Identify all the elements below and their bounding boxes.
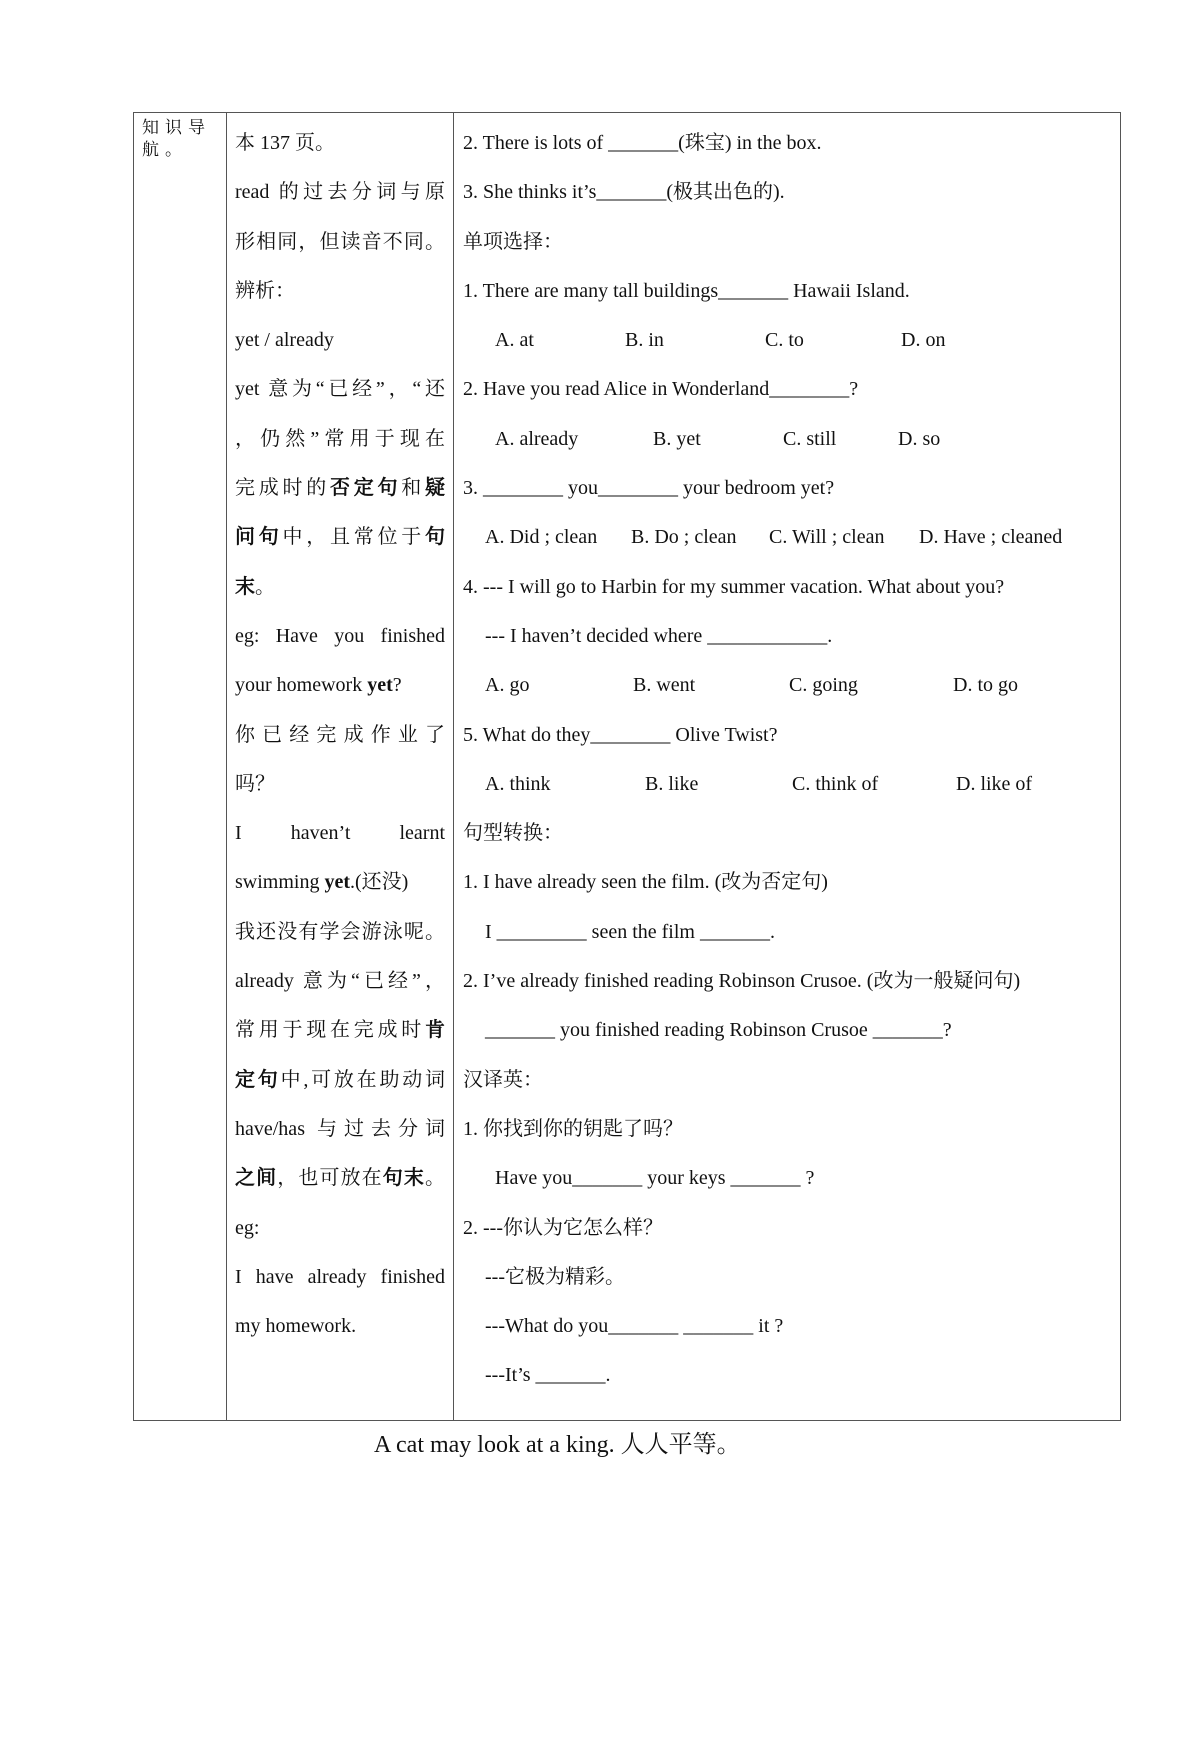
note-line: [235, 365, 445, 414]
exercise-line: ---It’s _______.: [485, 1364, 611, 1387]
answer-options: [463, 316, 1112, 365]
note-text: 我还没有学会游泳呢。: [235, 920, 445, 943]
option-choice: A. Did ; clean: [485, 526, 598, 549]
exercise-line: 汉译英：: [463, 1068, 543, 1091]
bold-keyword: yet: [324, 871, 350, 894]
option-choice: C. Will ; clean: [769, 526, 885, 549]
note-text: eg: Have you finished: [235, 624, 445, 647]
note-text: ，仍然”常用于现在: [235, 427, 445, 450]
note-text: already 意为“已经”，: [235, 970, 445, 993]
option-choice: A. think: [485, 772, 551, 795]
note-text: I have already finished: [235, 1265, 445, 1288]
bold-keyword: 定句: [235, 1068, 281, 1091]
grammar-notes-column: [227, 113, 454, 1420]
exercises-column: [454, 113, 1120, 1420]
note-line: [235, 1006, 445, 1055]
note-line: [235, 1204, 445, 1253]
exercise-line: 2. Have you read Alice in Wonderland________?: [463, 378, 859, 401]
bold-keyword: 句末: [382, 1167, 426, 1190]
exercise-line: _______ you finished reading Robinson Crusoe _______?: [485, 1019, 952, 1042]
exercise-line: 4. --- I will go to Harbin for my summer vacation. What about you?: [463, 575, 1005, 598]
note-line: [235, 513, 445, 562]
exercise-line: 2. ---你认为它怎么样？: [463, 1216, 663, 1239]
option-choice: D. on: [901, 329, 946, 352]
note-text: 形相同，但读音不同。: [235, 230, 445, 253]
note-line: [235, 267, 445, 316]
note-text: 。: [425, 1167, 445, 1190]
option-choice: B. in: [625, 329, 664, 352]
bold-keyword: 末: [235, 575, 255, 598]
exercise-line: 1. 你找到你的钥匙了吗？: [463, 1117, 683, 1140]
note-line: [235, 1056, 445, 1105]
answer-options: [463, 513, 1112, 562]
note-line: [235, 1105, 445, 1154]
note-text: 。: [255, 575, 275, 598]
note-text: 本 137 页。: [235, 132, 335, 154]
worksheet-table: [133, 112, 1121, 1421]
note-text: .(还没): [350, 871, 409, 894]
note-line: [235, 661, 445, 710]
option-choice: C. still: [783, 427, 837, 450]
note-text: ?: [392, 674, 402, 697]
note-text: have/has 与过去分词: [235, 1117, 445, 1140]
note-line: [235, 218, 445, 267]
exercise-line: I _________ seen the film _______.: [485, 920, 775, 943]
option-choice: C. to: [765, 329, 804, 352]
exercise-line: 1. I have already seen the film. (改为否定句): [463, 871, 828, 894]
option-choice: B. yet: [653, 427, 701, 450]
note-line: [235, 760, 445, 809]
note-text: 你已经完成作业了: [235, 723, 445, 746]
option-choice: D. so: [898, 427, 941, 450]
note-text: read 的过去分词与原: [235, 181, 445, 204]
note-text: your homework: [235, 674, 368, 697]
exercise-line: --- I haven’t decided where ____________.: [485, 624, 833, 647]
note-text: 中,可放在助动词: [280, 1068, 445, 1091]
note-line: [235, 464, 445, 513]
bold-keyword: 问句: [235, 526, 283, 549]
note-line: [235, 1154, 445, 1203]
note-line: [235, 809, 445, 858]
note-text: swimming: [235, 871, 325, 894]
option-choice: B. went: [633, 674, 696, 697]
bold-keyword: 否定句: [330, 477, 402, 500]
note-text: 完成时的: [235, 477, 330, 500]
option-choice: B. like: [645, 772, 699, 795]
exercise-line: 3. ________ you________ your bedroom yet?: [463, 477, 835, 500]
note-line: [235, 612, 445, 661]
note-line: [235, 415, 445, 464]
exercise-line: ---它极为精彩。: [485, 1265, 625, 1288]
option-choice: C. think of: [792, 772, 879, 795]
option-choice: A. at: [495, 329, 534, 352]
exercise-line: 2. There is lots of _______(珠宝) in the box.: [463, 132, 822, 154]
option-choice: D. Have ; cleaned: [919, 526, 1063, 549]
note-text: 常用于现在完成时: [235, 1019, 425, 1042]
bold-keyword: 疑: [425, 477, 445, 500]
note-text: 辨析：: [235, 279, 295, 302]
option-choice: A. go: [485, 674, 530, 697]
exercise-line: 1. There are many tall buildings_______ Hawaii Island.: [463, 279, 910, 302]
note-line: [235, 858, 445, 907]
note-text: 中，且常位于: [282, 526, 425, 549]
note-line: [235, 119, 445, 168]
option-choice: B. Do ; clean: [631, 526, 737, 549]
bold-keyword: 句: [425, 526, 445, 549]
note-line: [235, 563, 445, 612]
note-line: [235, 957, 445, 1006]
note-line: [235, 711, 445, 760]
option-choice: D. to go: [953, 674, 1018, 697]
note-text: 吗？: [235, 772, 275, 795]
note-text: eg:: [235, 1216, 260, 1239]
note-line: [235, 1302, 445, 1351]
option-choice: D. like of: [956, 772, 1033, 795]
bold-keyword: yet: [367, 674, 393, 697]
note-line: [235, 168, 445, 217]
answer-options: [463, 760, 1112, 809]
proverb: A cat may look at a king. 人人平等。: [374, 1432, 741, 1458]
bold-keyword: 肯: [425, 1019, 445, 1042]
exercise-line: 3. She thinks it’s_______(极其出色的).: [463, 181, 785, 204]
exercise-line: 句型转换：: [463, 822, 563, 845]
exercise-line: 5. What do they________ Olive Twist?: [463, 723, 778, 746]
answer-options: [463, 661, 1112, 710]
note-text: I haven’t learnt: [235, 822, 445, 845]
note-text: yet / already: [235, 329, 334, 352]
note-line: [235, 908, 445, 957]
option-choice: C. going: [789, 674, 858, 697]
note-text: my homework.: [235, 1315, 357, 1338]
exercise-line: ---What do you_______ _______ it ?: [485, 1315, 784, 1338]
exercise-line: 单项选择：: [463, 230, 563, 253]
note-line: [235, 316, 445, 365]
answer-options: [463, 415, 1112, 464]
exercise-line: Have you_______ your keys _______ ?: [495, 1167, 815, 1190]
note-line: [235, 1253, 445, 1302]
sidebar-label: 知识导航。: [134, 113, 227, 1420]
bold-keyword: 之间: [235, 1167, 278, 1190]
option-choice: A. already: [495, 427, 579, 450]
note-text: ，也可放在: [277, 1167, 383, 1190]
note-text: yet 意为“已经”，“还: [235, 378, 445, 401]
exercise-line: 2. I’ve already finished reading Robinson Crusoe. (改为一般疑问句): [463, 970, 1021, 993]
note-text: 和: [401, 477, 425, 500]
